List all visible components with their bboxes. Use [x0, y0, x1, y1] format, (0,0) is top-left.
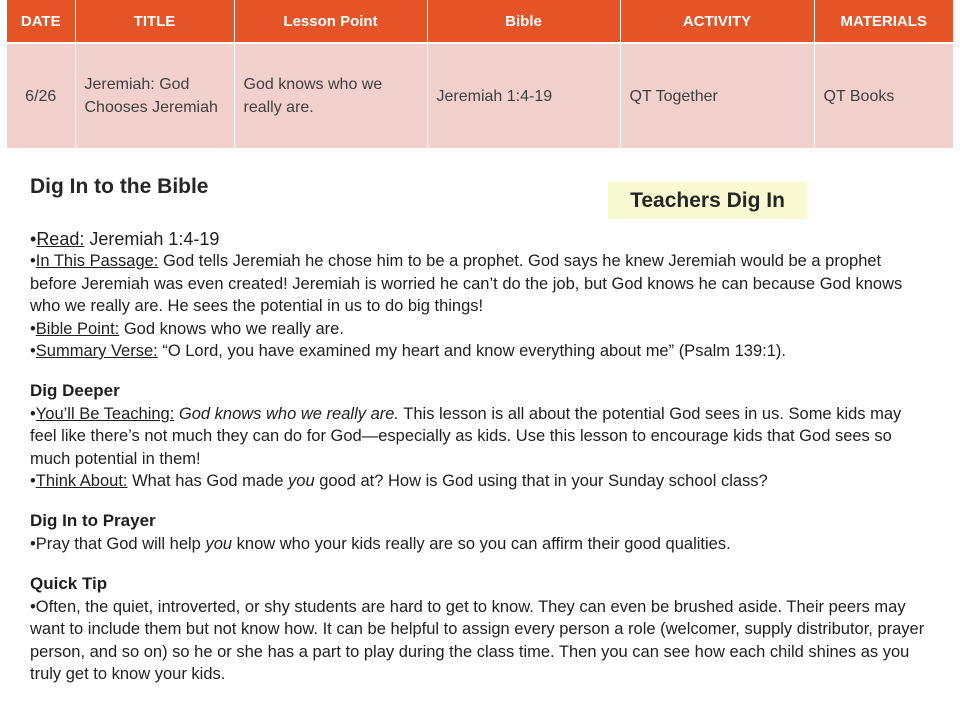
- passage-text: God tells Jeremiah he chose him to be a prophet. God says he knew Jeremiah would be a prophet before Jeremiah was even created! Jeremiah is worried he can’t do the job, but God knows he can because God knows who we really are. He sees the potential in us to do big things!: [30, 252, 903, 316]
- cell-date: 6/26: [7, 43, 75, 148]
- teaching-text: This lesson is all about the potential God sees in us. Some kids may feel like there’s not much they can do for God—especially as kids. Use this lesson to encourage kids that God sees so much potential in them!: [30, 404, 902, 468]
- cell-title: Jeremiah: God Chooses Jeremiah: [75, 43, 234, 148]
- passage-label: In This Passage:: [35, 252, 159, 271]
- prayer-line: [30, 533, 930, 555]
- bible-point-text: God knows who we really are.: [119, 319, 344, 338]
- bullet: •: [30, 229, 37, 249]
- bullet: •: [30, 597, 36, 616]
- dig-deeper-heading: Dig Deeper: [30, 381, 120, 401]
- prayer-post: know who your kids really are so you can affirm their good qualities.: [232, 534, 731, 553]
- cell-lesson-point: God knows who we really are.: [234, 43, 427, 148]
- prayer-heading: Dig In to Prayer: [30, 511, 156, 531]
- summary-verse-text: “O Lord, you have examined my heart and know everything about me” (Psalm 139:1).: [157, 342, 786, 361]
- passage-line: [30, 250, 930, 317]
- read-value: Jeremiah 1:4-19: [84, 229, 220, 249]
- header-title: TITLE: [75, 0, 234, 43]
- teaching-line: [30, 403, 930, 470]
- lesson-content: [30, 174, 930, 685]
- bible-point-line: [30, 318, 930, 340]
- dig-in-heading: Dig In to the Bible: [30, 175, 209, 198]
- prayer-emphasis: you: [205, 534, 233, 553]
- header-activity: ACTIVITY: [620, 0, 814, 43]
- bullet: •: [30, 252, 36, 271]
- read-line: [30, 228, 930, 250]
- lesson-plan-table: [7, 0, 953, 148]
- quick-tip-heading: Quick Tip: [30, 574, 108, 594]
- bullet: •: [30, 404, 36, 423]
- prayer-pre: Pray that God will help: [35, 534, 206, 553]
- bible-point-label: Bible Point:: [35, 319, 120, 338]
- cell-bible: Jeremiah 1:4-19: [427, 43, 620, 148]
- think-about-pre: What has God made: [127, 472, 289, 491]
- teachers-dig-in-badge: Teachers Dig In: [608, 182, 807, 219]
- header-lesson-point: Lesson Point: [234, 0, 427, 43]
- bullet: •: [30, 342, 36, 361]
- header-bible: Bible: [427, 0, 620, 43]
- think-about-emphasis: you: [288, 472, 315, 491]
- table-header-row: [7, 0, 953, 43]
- cell-activity: QT Together: [620, 43, 814, 148]
- bullet: •: [30, 319, 36, 338]
- teaching-italic: God knows who we really are.: [174, 404, 399, 423]
- think-about-post: good at? How is God using that in your Sunday school class?: [314, 472, 768, 491]
- quick-tip-line: [30, 596, 930, 686]
- cell-materials: QT Books: [814, 43, 953, 148]
- header-materials: MATERIALS: [814, 0, 953, 43]
- summary-verse-label: Summary Verse:: [35, 342, 158, 361]
- read-label: Read:: [36, 229, 85, 249]
- teaching-label: You’ll Be Teaching:: [35, 404, 175, 423]
- think-about-line: [30, 470, 930, 492]
- header-date: DATE: [7, 0, 75, 43]
- quick-tip-text: Often, the quiet, introverted, or shy students are hard to get to know. They can even be brushed aside. Their peers may want to include them but not know how. It can be helpful to assign every person a role (welcomer, supply distributor, prayer person, and so on) so he or she has a part to play during the class time. Then you can see how each child shines as you truly get to know your kids.: [30, 597, 925, 683]
- bullet: •: [30, 534, 36, 553]
- table-row: [7, 43, 953, 148]
- summary-verse-line: [30, 340, 930, 362]
- think-about-label: Think About:: [35, 472, 128, 491]
- bullet: •: [30, 472, 36, 491]
